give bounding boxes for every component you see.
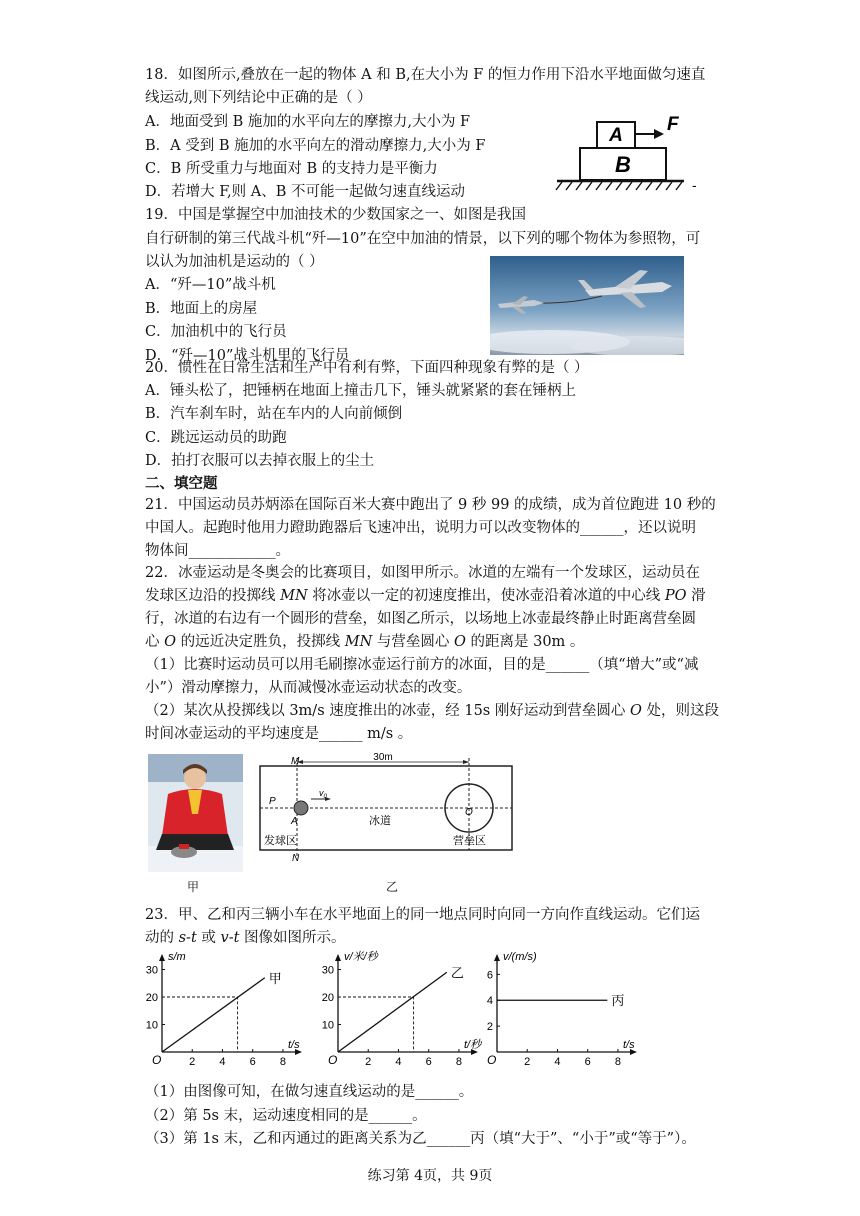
q18-stem-line2: 线运动,则下列结论中正确的是（ ） [145,90,372,106]
series-label: 甲 [268,970,282,986]
curling-photo [148,754,243,872]
y-axis-arrow [494,954,500,961]
y-tick-label: 6 [486,969,493,982]
x-tick-label: 2 [524,1056,531,1066]
q19-option-c: C．加油机中的飞行员 [145,324,287,340]
y-axis-arrow [335,954,341,961]
q18-fig-label-a: A [609,125,623,146]
x-tick-label: 4 [554,1056,561,1066]
track-bing-dao: 冰道 [369,815,391,827]
q18-block-diagram [552,110,702,200]
q23-sub3: （3）第 1s 末，乙和丙通过的距离关系为乙______丙（填“大于”、“小于”或“等于”）。 [145,1131,696,1147]
q22-sub2-line2: 时间冰壶运动的平均速度是______ m/s 。 [145,726,413,742]
y-axis-label: s/m [168,951,186,963]
track-ying-lei-qu: 营垒区 [453,835,486,847]
q19-stem-line3: 以认为加油机是运动的（ ） [145,254,324,270]
q22-sub1-line1: （1）比赛时运动员可以用毛刷擦冰壶运行前方的冰面，目的是______（填“增大”或“减 [145,657,699,673]
q20-option-b: B．汽车刹车时，站在车内的人向前倾倒 [145,406,403,422]
q19-option-d: D．“歼—10”战斗机里的飞行员 [145,348,350,364]
series-line [338,972,447,1052]
q21-line1: 21．中国运动员苏炳添在国际百米大赛中跑出了 9 秒 99 的成绩，成为首位跑进 10 秒的 [145,497,716,513]
x-axis-label: t/s [623,1039,635,1051]
origin-label: O [152,1053,162,1066]
series-label: 乙 [450,965,464,981]
q21-line2: 中国人。起跑时他用力蹬助跑器后飞速冲出，说明力可以改变物体的______，还以说明 [145,520,696,536]
page-footer: 练习第 4页，共 9页 [367,1168,493,1184]
x-tick-label: 6 [249,1056,256,1066]
origin-label: O [328,1053,338,1066]
curling-track-diagram [255,752,517,862]
figure-caption-yi: 乙 [386,880,399,894]
q21-line3: 物体间____________。 [145,543,290,559]
x-tick-label: 2 [365,1056,372,1066]
x-tick-label: 2 [189,1056,196,1066]
x-axis-label: t/s [288,1039,300,1051]
chart-vt-bing [475,948,650,1066]
track-label-p: P [269,796,276,807]
track-label-o: O [465,807,473,818]
y-tick-label: 30 [145,964,158,977]
q20-option-d: D．拍打衣服可以去掉衣服上的尘土 [145,453,375,469]
x-tick-label: 4 [219,1056,226,1066]
x-tick-label: 4 [395,1056,402,1066]
q18-option-d: D．若增大 F,则 A、B 不可能一起做匀速直线运动 [145,184,465,200]
x-tick-label: 8 [279,1056,286,1066]
q23-line1: 23．甲、乙和丙三辆小车在水平地面上的同一地点同时向同一方向作直线运动。它们运 [145,907,700,923]
q18-fig-label-b: B [615,152,631,177]
q18-stem-line1: 18．如图所示,叠放在一起的物体 A 和 B,在大小为 F 的恒力作用下沿水平地面做匀速直 [145,67,706,83]
x-axis-label: t/秒 [464,1039,482,1051]
q22-sub2-line1: （2）某次从投掷线以 3m/s 速度推出的冰壶，经 15s 刚好运动到营垒圆心 O 处，则这段 [145,703,719,719]
q19-stem-line2: 自行研制的第三代战斗机“歼—10”在空中加油的情景，以下列的哪个物体为参照物，可 [145,231,701,247]
y-tick-label: 30 [321,964,334,977]
y-tick-label: 10 [321,1019,334,1032]
track-distance: 30m [373,752,393,763]
y-tick-label: 2 [486,1021,493,1034]
figure-caption-jia: 甲 [187,880,200,894]
y-axis-arrow [159,954,165,961]
track-fa-qiu-qu: 发球区 [264,835,297,847]
q18-fig-dash: - [692,177,697,193]
y-axis-label: v/米/秒 [344,951,378,963]
q22-line3: 行，冰道的右边有一个圆形的营垒，如图乙所示，以场地上冰壶最终静止时距离营垒圆 [145,611,696,627]
q20-option-a: A．锤头松了，把锤柄在地面上撞击几下，锤头就紧紧的套在锤柄上 [145,383,576,399]
q19-stem-line1: 19．中国是掌握空中加油技术的少数国家之一、如图是我国 [145,207,526,223]
y-tick-label: 4 [486,995,493,1008]
q22-line1: 22．冰壶运动是冬奥会的比赛项目，如图甲所示。冰道的左端有一个发球区，运动员在 [145,565,700,581]
q22-sub1-line2: 小”）滑动摩擦力，从而减慢冰壶运动状态的改变。 [145,680,472,696]
x-tick-label: 8 [455,1056,462,1066]
section-heading: 二、填空题 [145,475,218,492]
refueling-photo [490,256,684,355]
origin-label: O [487,1053,497,1066]
y-tick-label: 10 [145,1019,158,1032]
q20-option-c: C．跳远运动员的助跑 [145,430,287,446]
x-tick-label: 6 [425,1056,432,1066]
track-label-m: M [291,756,300,767]
track-label-a: A [291,816,298,827]
series-line [162,978,265,1052]
q19-option-a: A．“歼—10”战斗机 [145,277,276,293]
q23-line2: 动的 s-t 或 v-t 图像如图所示。 [145,930,346,946]
q18-option-b: B．A 受到 B 施加的水平向左的滑动摩擦力,大小为 F [145,138,486,154]
y-tick-label: 20 [145,992,158,1004]
q18-fig-label-f: F [667,114,679,135]
x-tick-label: 8 [614,1056,621,1066]
chart-vt-yi [316,948,491,1066]
q23-sub1: （1）由图像可知，在做匀速直线运动的是______。 [145,1084,474,1100]
x-tick-label: 6 [584,1056,591,1066]
q22-line2: 发球区边沿的投掷线 MN 将冰壶以一定的初速度推出，使冰壶沿着冰道的中心线 PO 滑 [145,588,706,604]
q18-option-a: A．地面受到 B 施加的水平向左的摩擦力,大小为 F [145,114,471,130]
chart-st-jia [140,948,315,1066]
series-label: 丙 [611,993,625,1009]
y-tick-label: 20 [321,992,334,1004]
q20-stem: 20．惯性在日常生活和生产中有利有弊，下面四种现象有弊的是（ ） [145,360,589,376]
track-v0: $v_0$ [319,788,327,800]
q22-line4: 心 O 的远近决定胜负，投掷线 MN 与营垒圆心 O 的距离是 30m 。 [145,634,585,650]
track-label-n: N [292,853,300,862]
q23-sub2: （2）第 5s 末，运动速度相同的是______。 [145,1108,427,1124]
q18-option-c: C．B 所受重力与地面对 B 的支持力是平衡力 [145,161,438,177]
y-axis-label: v/(m/s) [503,951,537,963]
q19-option-b: B．地面上的房屋 [145,301,258,317]
